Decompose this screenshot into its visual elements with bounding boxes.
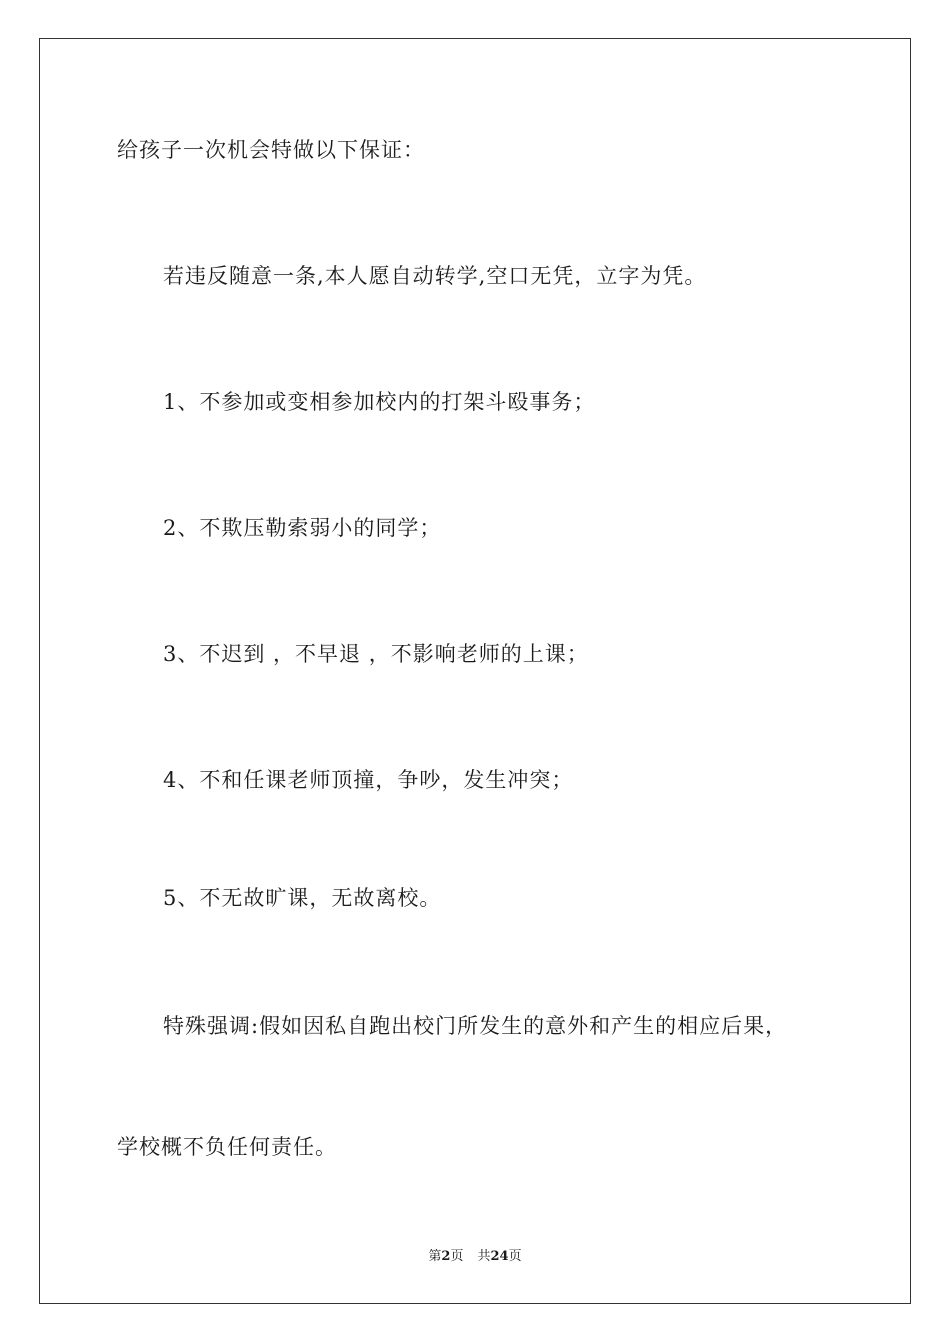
paragraph-pledge: 若违反随意一条,本人愿自动转学,空口无凭，立字为凭。 xyxy=(163,264,707,288)
list-item-4: 4、不和任课老师顶撞，争吵，发生冲突； xyxy=(163,768,574,792)
footer-total-prefix: 共 xyxy=(477,1249,491,1264)
footer-page-prefix: 第 xyxy=(428,1249,442,1264)
footer-total-pages: 24 xyxy=(490,1249,509,1264)
paragraph-special-note-continued: 学校概不负任何责任。 xyxy=(117,1135,337,1159)
paragraph-special-note: 特殊强调:假如因私自跑出校门所发生的意外和产生的相应后果， xyxy=(163,1014,788,1038)
list-item-3: 3、不迟到 ，不早退 ，不影响老师的上课； xyxy=(163,642,589,666)
list-item-5: 5、不无故旷课，无故离校。 xyxy=(163,886,442,910)
paragraph-intro: 给孩子一次机会特做以下保证： xyxy=(117,138,425,162)
page-border xyxy=(39,38,911,1304)
footer-total-suffix: 页 xyxy=(508,1249,522,1264)
footer-page-number: 2 xyxy=(441,1249,451,1264)
list-item-2: 2、不欺压勒索弱小的同学； xyxy=(163,516,442,540)
list-item-1: 1、不参加或变相参加校内的打架斗殴事务； xyxy=(163,390,596,414)
page-footer xyxy=(0,1248,950,1266)
footer-page-suffix: 页 xyxy=(450,1249,464,1264)
